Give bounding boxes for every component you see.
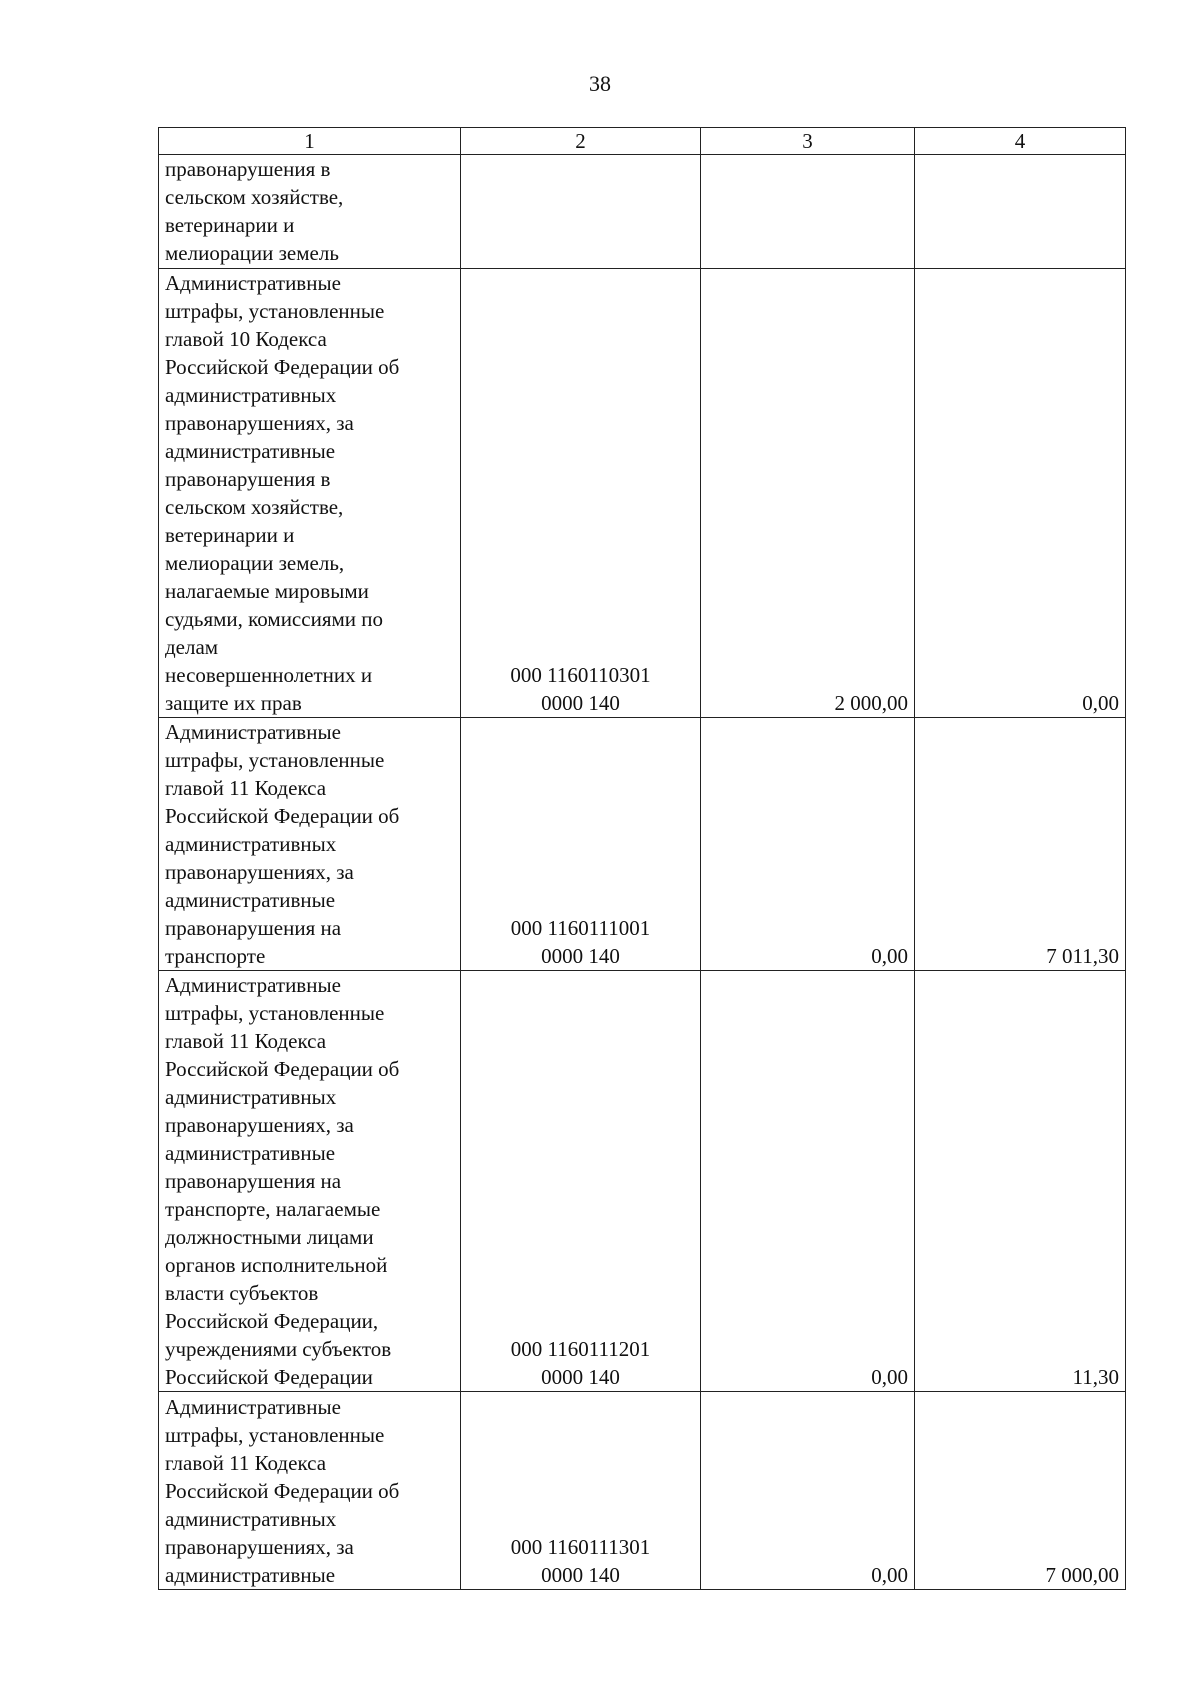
row-value-col4: 7 000,00 bbox=[915, 1392, 1126, 1590]
row-description: Административные штрафы, установленные главой 10 Кодекса Российской Федерации об административных правонарушениях, за административные правонарушения в сельском хозяйстве, ветеринарии и мелиорации земель, налагаемые мировыми судьями, комиссиями по делам несовершеннолетних и защите их прав bbox=[159, 269, 461, 718]
table-row bbox=[159, 1392, 1126, 1590]
row-value-col3: 2 000,00 bbox=[701, 269, 915, 718]
row-code: 000 1160111301 0000 140 bbox=[461, 1392, 701, 1590]
column-header-4: 4 bbox=[915, 128, 1126, 155]
row-code: 000 1160110301 0000 140 bbox=[461, 269, 701, 718]
row-value-col4 bbox=[915, 155, 1126, 269]
row-value-col4: 11,30 bbox=[915, 971, 1126, 1392]
row-description: Административные штрафы, установленные главой 11 Кодекса Российской Федерации об административных правонарушениях, за административные правонарушения на транспорте, налагаемые должностными лицами органов исполнительной власти субъектов Российской Федерации, учреждениями субъектов Российской Федерации bbox=[159, 971, 461, 1392]
row-description: Административные штрафы, установленные главой 11 Кодекса Российской Федерации об административных правонарушениях, за административные правонарушения на транспорте bbox=[159, 718, 461, 971]
column-header-3: 3 bbox=[701, 128, 915, 155]
row-value-col3: 0,00 bbox=[701, 971, 915, 1392]
row-description: правонарушения в сельском хозяйстве, ветеринарии и мелиорации земель bbox=[159, 155, 461, 269]
table-row bbox=[159, 155, 1126, 269]
column-header-2: 2 bbox=[461, 128, 701, 155]
row-value-col3: 0,00 bbox=[701, 1392, 915, 1590]
row-code: 000 1160111201 0000 140 bbox=[461, 971, 701, 1392]
page-number: 38 bbox=[589, 71, 611, 96]
table-row bbox=[159, 971, 1126, 1392]
table-row bbox=[159, 718, 1126, 971]
row-value-col3: 0,00 bbox=[701, 718, 915, 971]
column-header-1: 1 bbox=[159, 128, 461, 155]
row-value-col4: 7 011,30 bbox=[915, 718, 1126, 971]
row-value-col4: 0,00 bbox=[915, 269, 1126, 718]
row-value-col3 bbox=[701, 155, 915, 269]
row-code: 000 1160111001 0000 140 bbox=[461, 718, 701, 971]
row-description: Административные штрафы, установленные главой 11 Кодекса Российской Федерации об административных правонарушениях, за административные bbox=[159, 1392, 461, 1590]
row-code bbox=[461, 155, 701, 269]
revenue-table bbox=[158, 127, 1126, 1590]
table-header-row bbox=[159, 128, 1126, 155]
table-row bbox=[159, 269, 1126, 718]
